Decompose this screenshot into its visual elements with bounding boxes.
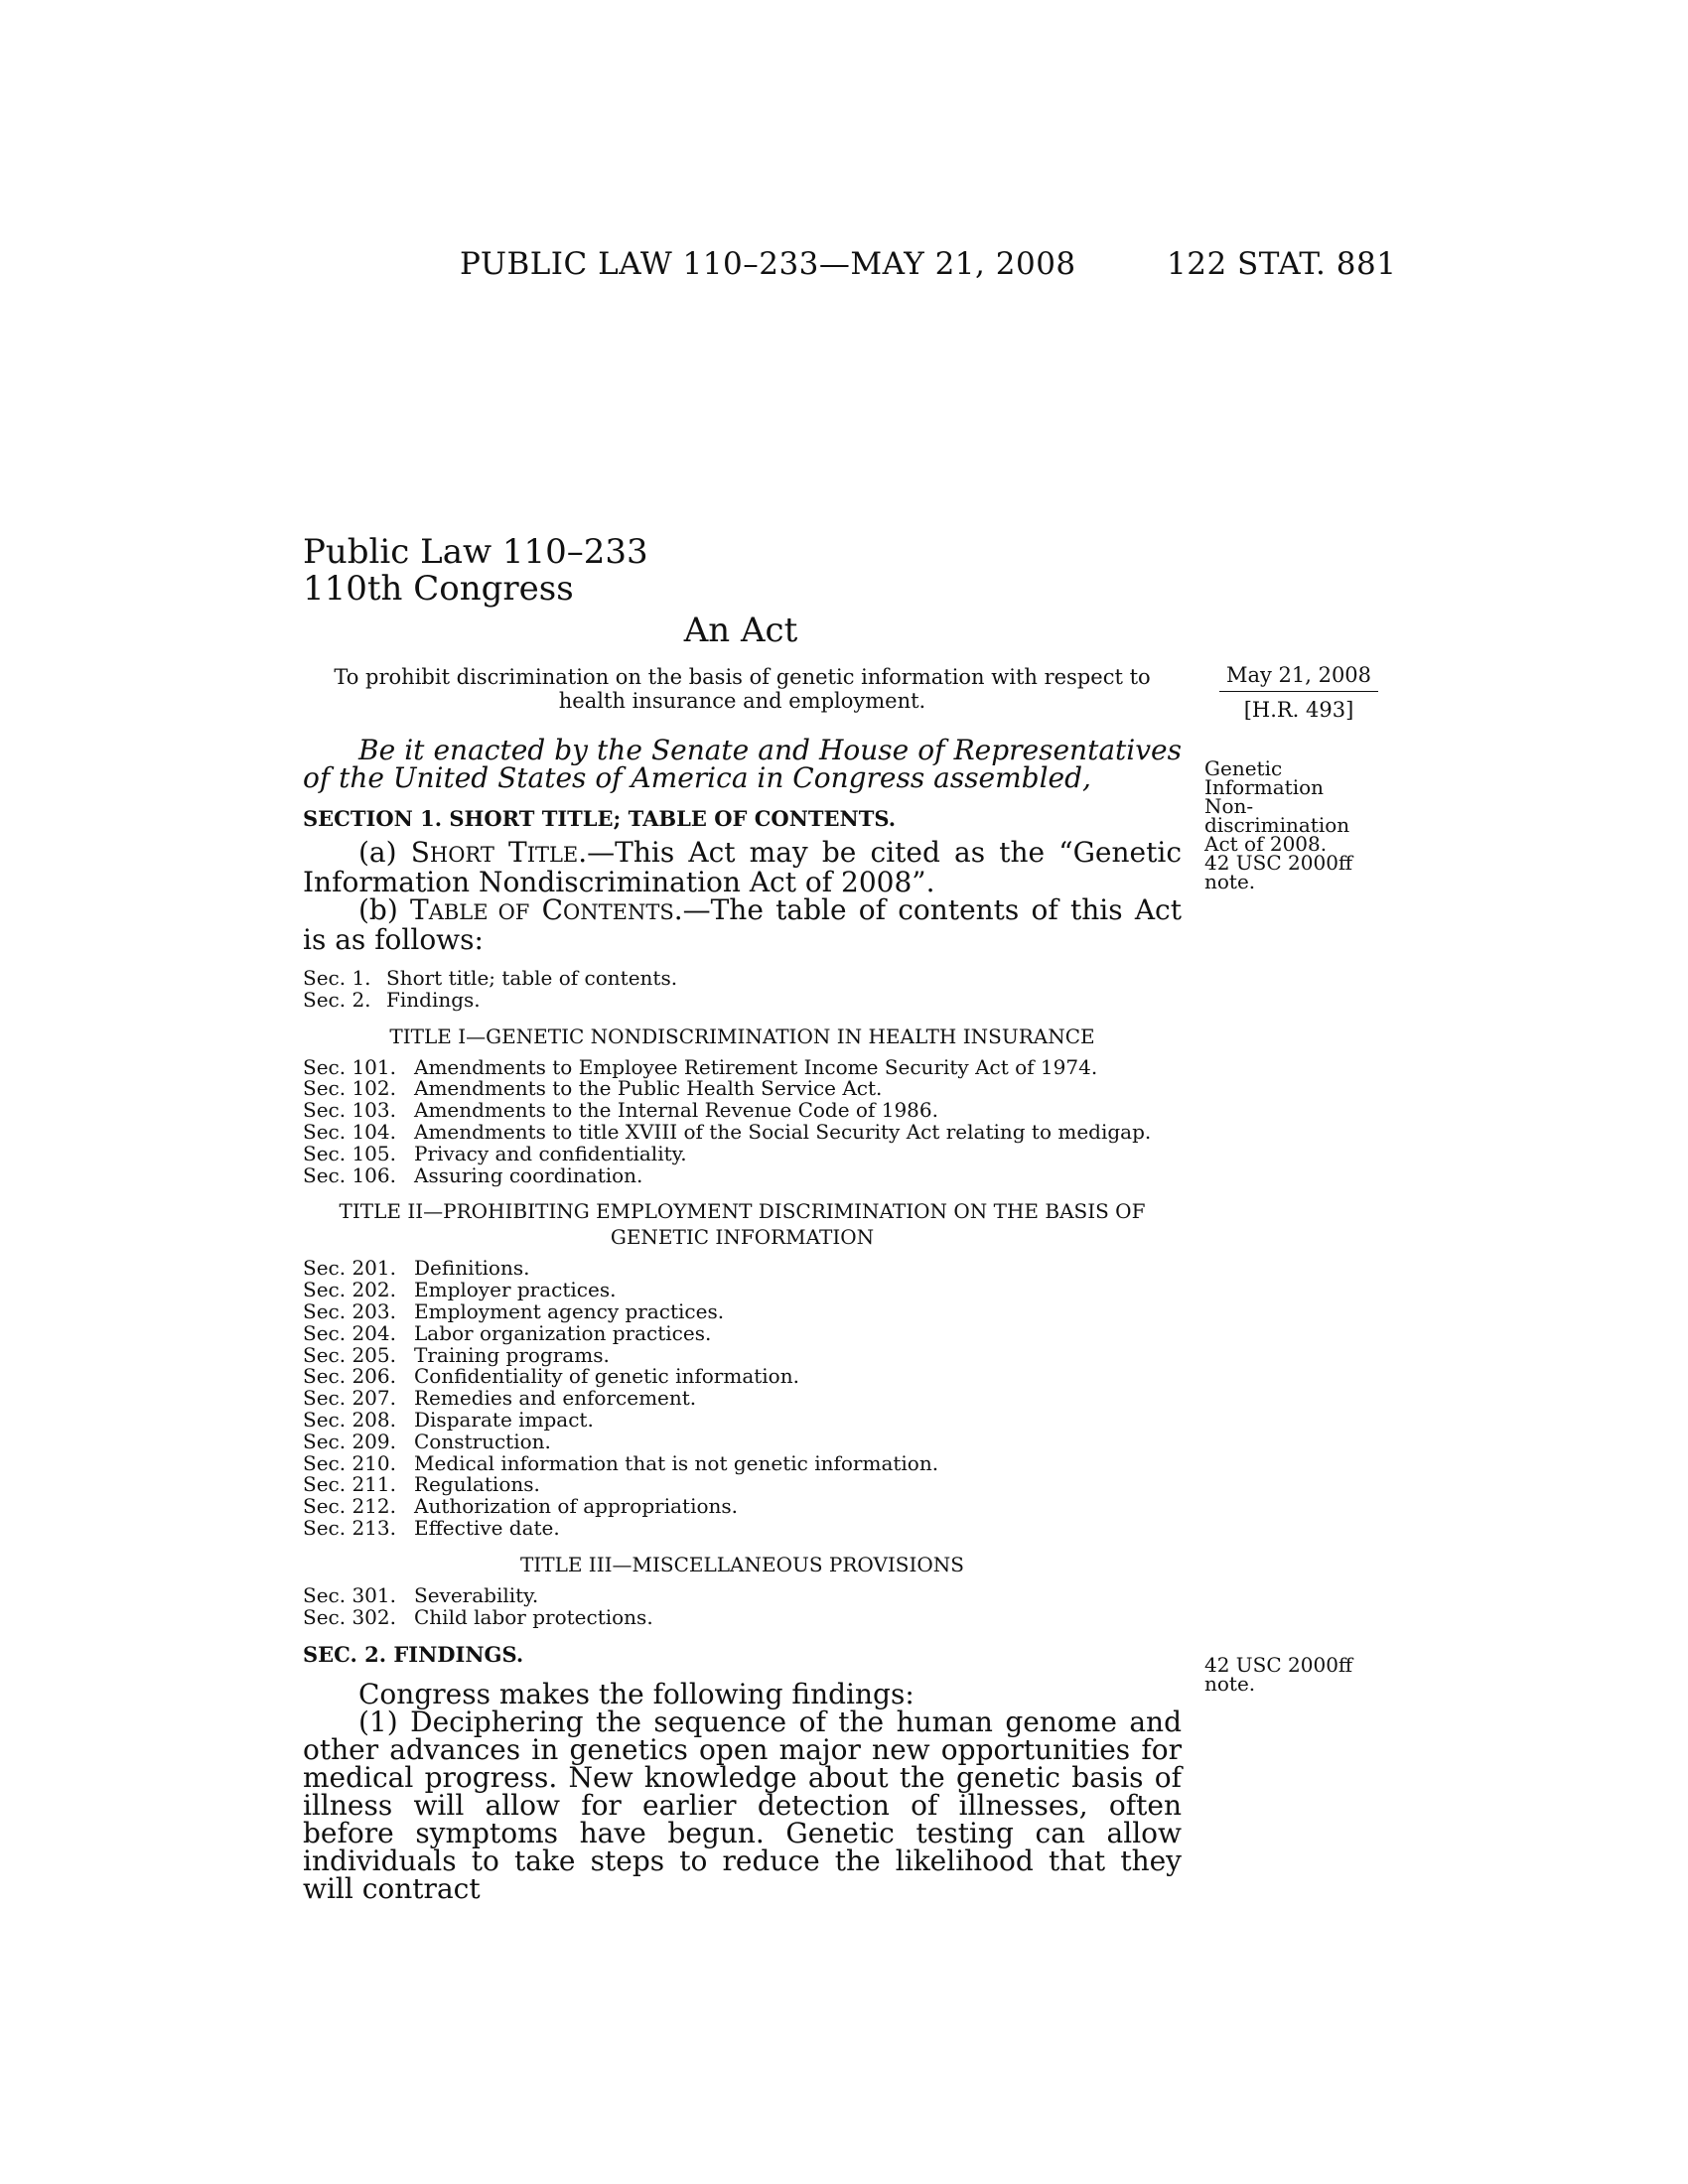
toc-entry: Sec. 210. Medical information that is not genetic information. (303, 1450, 939, 1475)
bill-number: [H.R. 493] (1243, 698, 1354, 722)
section-2-heading: SEC. 2. FINDINGS. (303, 1642, 524, 1668)
statute-page-reference: 122 STAT. 881 (1167, 246, 1397, 282)
running-head: PUBLIC LAW 110–233—MAY 21, 2008 (460, 246, 1076, 282)
toc-entry: Sec. 1. Short title; table of contents. (303, 966, 678, 990)
main-text (303, 734, 1182, 1906)
toc-entry: Sec. 104. Amendments to title XVIII of the Social Security Act relating to medigap. (303, 1119, 1152, 1144)
margin-note-findings: 42 USC 2000ff note. (1204, 1653, 1353, 1696)
table-of-contents (303, 968, 1182, 1628)
toc-entry: Sec. 2. Findings. (303, 987, 481, 1012)
enacting-clause: Be it enacted by the Senate and House of Representatives of the United States of America in Congress assembled, (303, 734, 1182, 794)
toc-entry: Sec. 212. Authorization of appropriations. (303, 1494, 739, 1519)
section-1-heading: SECTION 1. SHORT TITLE; TABLE OF CONTENTS. (303, 806, 897, 831)
toc-entry: Sec. 207. Remedies and enforcement. (303, 1386, 697, 1411)
margin-note-short-title: Genetic Information Non- discrimination Act of 2008. 42 USC 2000ff note. (1204, 756, 1353, 893)
law-number: Public Law 110–233 (303, 532, 648, 572)
congress-number: 110th Congress (303, 569, 574, 609)
toc-entry: Sec. 301. Severability. (303, 1582, 539, 1607)
findings-text (303, 1678, 1182, 1906)
act-label: An Act (683, 611, 798, 650)
toc-entry: Sec. 211. Regulations. (303, 1472, 540, 1497)
toc-entry: Sec. 103. Amendments to the Internal Revenue Code of 1986. (303, 1098, 938, 1123)
toc-entry: Sec. 106. Assuring coordination. (303, 1162, 643, 1187)
toc-entry: Sec. 201. Definitions. (303, 1256, 530, 1281)
toc-entry: Sec. 101. Amendments to Employee Retirement Income Security Act of 1974. (303, 1054, 1098, 1079)
finding-1: (1) Deciphering the sequence of the human genome and other advances in genetics open major new opportunities for medical progress. New knowledge about the genetic basis of illness will allow for earlier detection of illnesses, often before symptoms have begun. Genetic testing can allow individuals to take steps to reduce the likelihood that they will contract (303, 1706, 1182, 1906)
table-of-contents-paragraph: (b) TABLE OF CONTENTS.—The table of contents of this Act is as follows: (303, 893, 1182, 956)
toc-title-2-heading: TITLE II—PROHIBITING EMPLOYMENT DISCRIMINATION ON THE BASIS OF GENETIC INFORMATION (339, 1199, 1146, 1250)
toc-entry: Sec. 105. Privacy and confidentiality. (303, 1141, 687, 1165)
approval-box (1219, 663, 1378, 722)
toc-entry: Sec. 102. Amendments to the Public Health Service Act. (303, 1076, 883, 1101)
toc-entry: Sec. 206. Confidentiality of genetic information. (303, 1364, 799, 1389)
toc-entry: Sec. 213. Effective date. (303, 1515, 560, 1540)
approval-date: May 21, 2008 (1219, 663, 1378, 692)
toc-entry: Sec. 209. Construction. (303, 1429, 551, 1453)
findings-intro: Congress makes the following findings: (358, 1678, 914, 1711)
toc-title-1-heading: TITLE I—GENETIC NONDISCRIMINATION IN HEALTH INSURANCE (389, 1024, 1095, 1048)
toc-entry: Sec. 302. Child labor protections. (303, 1604, 653, 1629)
toc-entry: Sec. 204. Labor organization practices. (303, 1320, 712, 1345)
short-title-paragraph: (a) SHORT TITLE.—This Act may be cited as the “Genetic Information Nondiscrimination Act of 2008”. (303, 836, 1182, 898)
act-purpose: To prohibit discrimination on the basis of genetic information with respect to health insurance and employment. (334, 665, 1151, 713)
toc-entry: Sec. 202. Employer practices. (303, 1278, 617, 1302)
toc-entry: Sec. 203. Employment agency practices. (303, 1298, 725, 1323)
law-heading (303, 534, 648, 608)
toc-entry: Sec. 208. Disparate impact. (303, 1407, 594, 1432)
toc-title-3-heading: TITLE III—MISCELLANEOUS PROVISIONS (519, 1552, 965, 1576)
toc-entry: Sec. 205. Training programs. (303, 1342, 610, 1367)
